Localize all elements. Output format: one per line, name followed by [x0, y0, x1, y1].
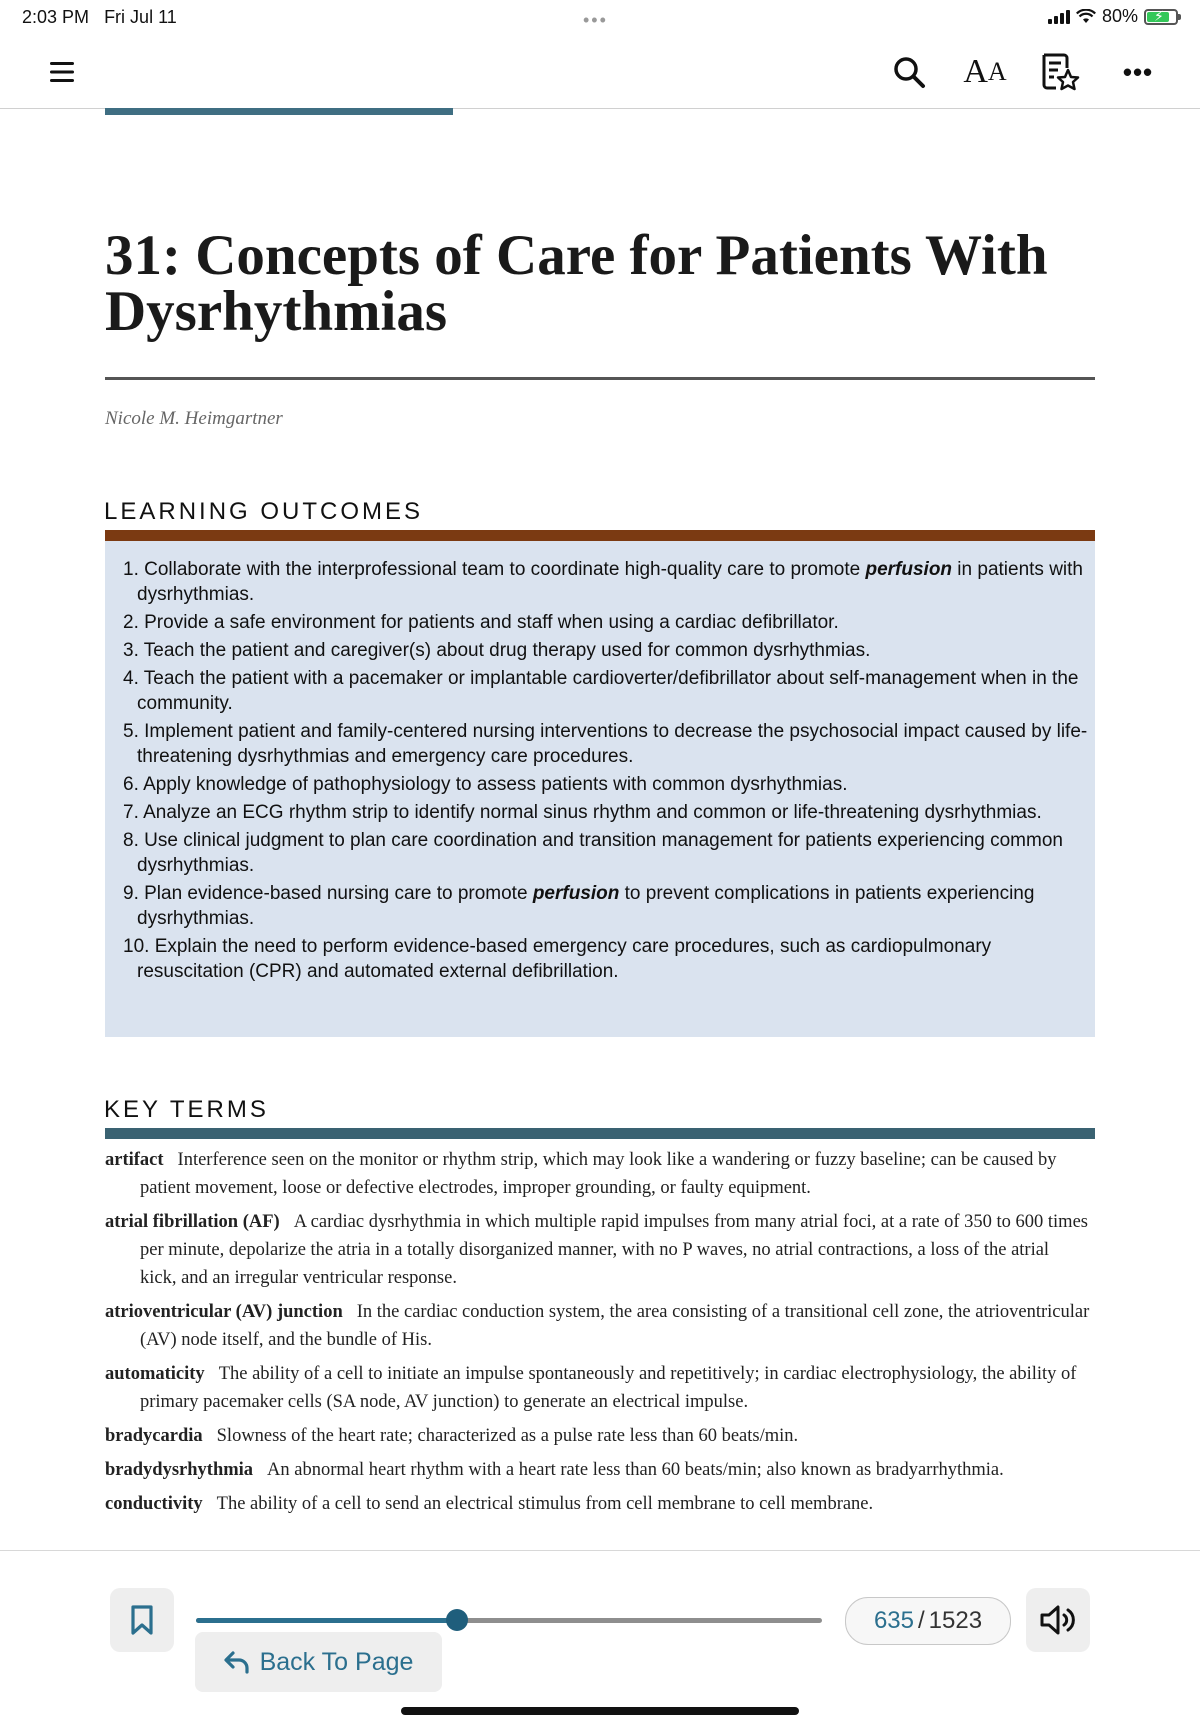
- bookmarks-list-icon[interactable]: [1038, 50, 1082, 94]
- home-indicator[interactable]: [401, 1707, 799, 1715]
- key-term-definition: An abnormal heart rhythm with a heart rate less than 60 beats/min; also known as bradyarrhythmia.: [267, 1460, 1004, 1480]
- chapter-top-rule: [105, 108, 453, 115]
- learning-outcomes-heading: LEARNING OUTCOMES: [104, 498, 424, 525]
- page-slider[interactable]: [196, 1618, 822, 1623]
- total-pages: 1523: [928, 1607, 983, 1634]
- key-term-entry: [105, 1422, 1090, 1450]
- learning-outcome-item: 7. Analyze an ECG rhythm strip to identify normal sinus rhythm and common or life-threatening dysrhythmias.: [123, 802, 1042, 823]
- reader-toolbar: [0, 36, 1200, 109]
- page-slider-progress: [196, 1618, 457, 1623]
- learning-outcome-item: 8. Use clinical judgment to plan care coordination and transition management for patients experiencing common dysrhythmias.: [123, 830, 1063, 876]
- page-number-indicator[interactable]: [845, 1597, 1011, 1645]
- wifi-icon: [1076, 9, 1096, 25]
- key-term-entry: [105, 1208, 1090, 1292]
- emphasized-term: perfusion: [865, 559, 953, 580]
- back-to-page-button[interactable]: [195, 1632, 442, 1692]
- back-to-page-label: Back To Page: [259, 1647, 414, 1676]
- battery-percent: 80%: [1101, 6, 1138, 26]
- key-term[interactable]: bradycardia: [105, 1426, 203, 1446]
- chapter-author: Nicole M. Heimgartner: [105, 408, 283, 429]
- learning-outcome-item: 3. Teach the patient and caregiver(s) about drug therapy used for common dysrhythmias.: [123, 640, 871, 661]
- key-term[interactable]: automaticity: [105, 1364, 205, 1384]
- learning-outcomes-list: [105, 541, 1095, 984]
- key-term-definition: The ability of a cell to send an electrical stimulus from cell membrane to cell membrane.: [216, 1494, 874, 1514]
- key-term-definition: A cardiac dysrhythmia in which multiple rapid impulses from many atrial foci, at a rate of 350 to 600 times per minute, depolarize the atria in a totally disorganized manner, with no P waves, no atrial contractions, a loss of the atrial kick, and an irregular ventricular response.: [140, 1212, 1088, 1288]
- key-term[interactable]: atrial fibrillation (AF): [105, 1212, 280, 1232]
- learning-outcome-item: 10. Explain the need to perform evidence-based emergency care procedures, such as cardiopulmonary resuscitation (CPR) and automated external defibrillation.: [123, 936, 992, 982]
- status-indicators: [1048, 6, 1178, 27]
- status-time-date: 2:03 PM Fri Jul 11: [22, 7, 177, 27]
- key-term-entry: [105, 1490, 1090, 1518]
- page-slider-thumb[interactable]: [446, 1609, 468, 1631]
- key-terms-list: [105, 1146, 1090, 1524]
- page-separator: /: [917, 1607, 925, 1634]
- key-term-definition: Slowness of the heart rate; characterized as a pulse rate less than 60 beats/min.: [216, 1426, 799, 1446]
- key-terms-bar: [105, 1128, 1095, 1139]
- status-bar: [0, 0, 1200, 36]
- read-aloud-button[interactable]: [1026, 1588, 1090, 1652]
- multitasking-dots-icon[interactable]: •••: [583, 10, 608, 30]
- learning-outcome-item: 9. Plan evidence-based nursing care to promote perfusion to prevent complications in patients experiencing dysrhythmias.: [123, 883, 1035, 929]
- learning-outcome-item: 2. Provide a safe environment for patients and staff when using a cardiac defibrillator.: [123, 612, 839, 633]
- bookmark-icon: [130, 1604, 154, 1636]
- learning-outcome-item: 5. Implement patient and family-centered nursing interventions to decrease the psychosocial impact caused by life-threatening dysrhythmias and emergency care procedures.: [123, 721, 1088, 767]
- learning-outcome-item: 4. Teach the patient with a pacemaker or implantable cardioverter/defibrillator about self-management when in the community.: [123, 668, 1079, 714]
- battery-icon: ⚡: [1144, 9, 1178, 25]
- menu-icon[interactable]: [40, 50, 84, 94]
- key-term[interactable]: artifact: [105, 1150, 164, 1170]
- key-term-definition: The ability of a cell to initiate an impulse spontaneously and repetitively; in cardiac electrophysiology, the ability of primary pacemaker cells (SA node, AV junction) to generate an electrical impulse.: [140, 1364, 1077, 1412]
- key-term[interactable]: conductivity: [105, 1494, 203, 1514]
- emphasized-term: perfusion: [532, 883, 620, 904]
- title-divider: [105, 377, 1095, 380]
- key-term-entry: [105, 1146, 1090, 1202]
- learning-outcome-item: 1. Collaborate with the interprofessional team to coordinate high-quality care to promote perfusion in patients with dysrhythmias.: [123, 559, 1083, 605]
- bookmark-button[interactable]: [110, 1588, 174, 1652]
- key-term-definition: In the cardiac conduction system, the area consisting of a transitional cell zone, the atrioventricular (AV) node itself, and the bundle of His.: [140, 1302, 1090, 1350]
- back-arrow-icon: [224, 1650, 250, 1674]
- key-term[interactable]: bradydysrhythmia: [105, 1460, 254, 1480]
- chapter-title: 31: Concepts of Care for Patients With Dysrhythmias: [105, 224, 1048, 343]
- font-size-icon[interactable]: A A: [963, 53, 1007, 90]
- key-term-entry: [105, 1456, 1090, 1484]
- key-term[interactable]: atrioventricular (AV) junction: [105, 1302, 343, 1322]
- learning-outcome-item: 6. Apply knowledge of pathophysiology to assess patients with common dysrhythmias.: [123, 774, 848, 795]
- learning-outcomes-box: [105, 541, 1095, 1037]
- key-terms-heading: KEY TERMS: [104, 1096, 269, 1123]
- key-term-entry: [105, 1360, 1090, 1416]
- bottom-divider: [0, 1550, 1200, 1551]
- current-page: 635: [873, 1607, 914, 1634]
- key-term-entry: [105, 1298, 1090, 1354]
- key-term-definition: Interference seen on the monitor or rhythm strip, which may look like a wandering or fuzzy baseline; can be caused by patient movement, loose or defective electrodes, improper grounding, or faulty equipment.: [140, 1150, 1057, 1198]
- more-options-icon[interactable]: •••: [1122, 56, 1154, 87]
- cellular-signal-icon: [1048, 10, 1070, 24]
- speaker-icon: [1039, 1604, 1077, 1636]
- search-icon[interactable]: [887, 50, 931, 94]
- learning-outcomes-bar: [105, 530, 1095, 541]
